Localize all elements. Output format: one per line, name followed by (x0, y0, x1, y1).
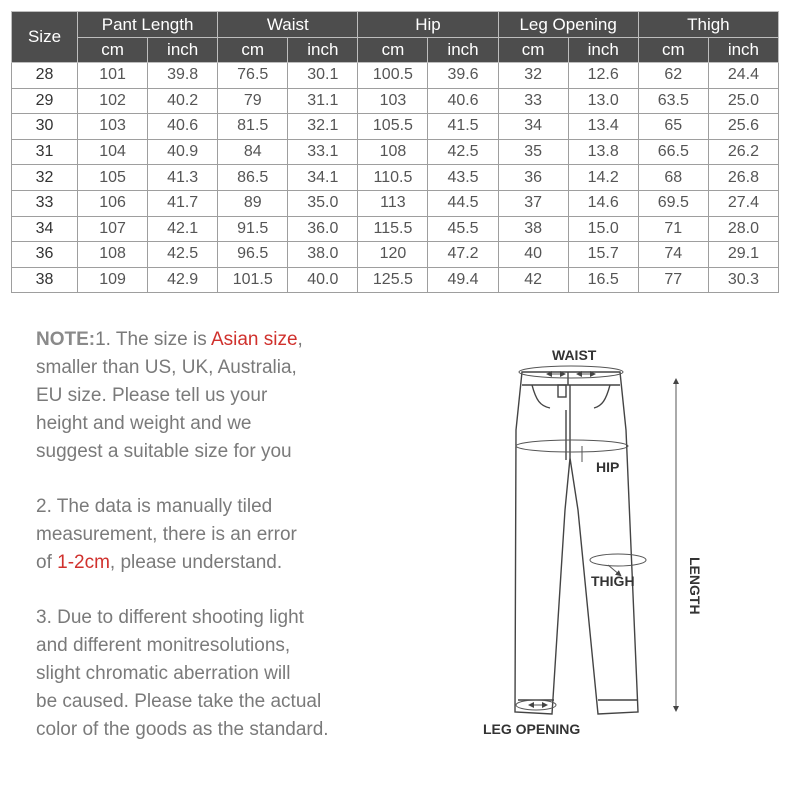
table-cell: 13.4 (568, 114, 638, 140)
table-cell: 74 (638, 242, 708, 268)
table-cell: 41.7 (148, 190, 218, 216)
unit-header: cm (358, 38, 428, 63)
size-cell: 31 (12, 139, 78, 165)
table-cell: 41.3 (148, 165, 218, 191)
table-cell: 27.4 (708, 190, 778, 216)
table-cell: 26.8 (708, 165, 778, 191)
note-2-text-cont: , please understand. (109, 552, 283, 573)
table-cell: 120 (358, 242, 428, 268)
note-3: 3. Due to different shooting light and different monitresolutions, slight chromatic aberration will be caused. Please take the actual color of the goods as the standard. (36, 607, 329, 740)
size-chart-table (11, 11, 779, 293)
table-row (12, 88, 779, 114)
table-cell: 108 (78, 242, 148, 268)
table-cell: 40.6 (428, 88, 498, 114)
leg-opening-label: LEG OPENING (483, 721, 581, 737)
table-row (12, 267, 779, 293)
column-group-header: Waist (218, 12, 358, 38)
notes-section (36, 326, 476, 771)
table-cell: 14.2 (568, 165, 638, 191)
table-cell: 30.1 (288, 63, 358, 89)
table-cell: 40.2 (148, 88, 218, 114)
table-cell: 15.0 (568, 216, 638, 242)
table-cell: 32.1 (288, 114, 358, 140)
table-cell: 76.5 (218, 63, 288, 89)
pants-outline (515, 372, 638, 714)
unit-header: inch (708, 38, 778, 63)
thigh-label: THIGH (591, 573, 635, 589)
table-cell: 107 (78, 216, 148, 242)
table-cell: 38.0 (288, 242, 358, 268)
table-cell: 14.6 (568, 190, 638, 216)
table-cell: 40.0 (288, 267, 358, 293)
table-row (12, 216, 779, 242)
table-cell: 33 (498, 88, 568, 114)
table-cell: 40 (498, 242, 568, 268)
table-cell: 108 (358, 139, 428, 165)
table-cell: 42.9 (148, 267, 218, 293)
note-2-text: 2. The data is manually tiled measurement, there is an error of (36, 496, 297, 573)
table-cell: 34 (498, 114, 568, 140)
column-group-header: Pant Length (78, 12, 218, 38)
size-header: Size (12, 12, 78, 63)
table-cell: 110.5 (358, 165, 428, 191)
table-cell: 42.5 (428, 139, 498, 165)
table-cell: 31.1 (288, 88, 358, 114)
table-cell: 39.6 (428, 63, 498, 89)
error-range-highlight: 1-2cm (57, 552, 110, 573)
table-cell: 96.5 (218, 242, 288, 268)
size-cell: 34 (12, 216, 78, 242)
table-row (12, 114, 779, 140)
table-cell: 33.1 (288, 139, 358, 165)
table-cell: 105 (78, 165, 148, 191)
table-row (12, 139, 779, 165)
table-cell: 65 (638, 114, 708, 140)
unit-header: cm (78, 38, 148, 63)
table-cell: 79 (218, 88, 288, 114)
size-cell: 32 (12, 165, 78, 191)
table-header (12, 12, 779, 63)
table-cell: 42.1 (148, 216, 218, 242)
table-cell: 43.5 (428, 165, 498, 191)
table-cell: 106 (78, 190, 148, 216)
table-cell: 101 (78, 63, 148, 89)
column-group-header: Leg Opening (498, 12, 638, 38)
table-cell: 13.8 (568, 139, 638, 165)
note-label: NOTE: (36, 329, 96, 350)
pants-measurement-diagram (470, 340, 770, 750)
size-cell: 28 (12, 63, 78, 89)
table-cell: 41.5 (428, 114, 498, 140)
table-cell: 63.5 (638, 88, 708, 114)
table-cell: 39.8 (148, 63, 218, 89)
size-cell: 36 (12, 242, 78, 268)
table-row (12, 190, 779, 216)
table-cell: 34.1 (288, 165, 358, 191)
table-cell: 26.2 (708, 139, 778, 165)
table-cell: 42.5 (148, 242, 218, 268)
unit-header: cm (638, 38, 708, 63)
table-cell: 102 (78, 88, 148, 114)
table-cell: 13.0 (568, 88, 638, 114)
table-cell: 109 (78, 267, 148, 293)
unit-header: inch (148, 38, 218, 63)
table-cell: 69.5 (638, 190, 708, 216)
table-cell: 40.9 (148, 139, 218, 165)
table-cell: 37 (498, 190, 568, 216)
table-cell: 104 (78, 139, 148, 165)
table-cell: 105.5 (358, 114, 428, 140)
asian-size-highlight: Asian size (210, 329, 298, 350)
table-cell: 49.4 (428, 267, 498, 293)
hip-label: HIP (596, 459, 620, 475)
table-cell: 100.5 (358, 63, 428, 89)
table-cell: 30.3 (708, 267, 778, 293)
table-cell: 35 (498, 139, 568, 165)
table-cell: 62 (638, 63, 708, 89)
table-cell: 12.6 (568, 63, 638, 89)
table-cell: 84 (218, 139, 288, 165)
table-cell: 35.0 (288, 190, 358, 216)
size-cell: 29 (12, 88, 78, 114)
table-cell: 66.5 (638, 139, 708, 165)
size-cell: 30 (12, 114, 78, 140)
table-row (12, 63, 779, 89)
column-group-header: Hip (358, 12, 498, 38)
note-2 (36, 493, 476, 577)
table-cell: 86.5 (218, 165, 288, 191)
table-cell: 25.6 (708, 114, 778, 140)
table-cell: 15.7 (568, 242, 638, 268)
table-cell: 115.5 (358, 216, 428, 242)
column-group-header: Thigh (638, 12, 778, 38)
table-cell: 24.4 (708, 63, 778, 89)
unit-header: cm (498, 38, 568, 63)
table-cell: 71 (638, 216, 708, 242)
unit-header: inch (568, 38, 638, 63)
measurement-guides (516, 366, 676, 710)
length-label: LENGTH (687, 557, 703, 615)
table-cell: 25.0 (708, 88, 778, 114)
pants-illustration (470, 340, 770, 750)
table-cell: 36.0 (288, 216, 358, 242)
table-body (12, 63, 779, 293)
unit-header: cm (218, 38, 288, 63)
table-cell: 29.1 (708, 242, 778, 268)
size-cell: 38 (12, 267, 78, 293)
table-cell: 36 (498, 165, 568, 191)
table-row (12, 165, 779, 191)
table-cell: 77 (638, 267, 708, 293)
table-cell: 45.5 (428, 216, 498, 242)
table-cell: 42 (498, 267, 568, 293)
table-cell: 81.5 (218, 114, 288, 140)
table-cell: 103 (358, 88, 428, 114)
waist-label: WAIST (552, 347, 597, 363)
unit-header: inch (428, 38, 498, 63)
unit-header: inch (288, 38, 358, 63)
table-cell: 91.5 (218, 216, 288, 242)
table-cell: 68 (638, 165, 708, 191)
table-cell: 32 (498, 63, 568, 89)
table-cell: 101.5 (218, 267, 288, 293)
table-row (12, 242, 779, 268)
table-cell: 38 (498, 216, 568, 242)
table-cell: 103 (78, 114, 148, 140)
table-cell: 113 (358, 190, 428, 216)
table-cell: 125.5 (358, 267, 428, 293)
table-cell: 16.5 (568, 267, 638, 293)
table-cell: 44.5 (428, 190, 498, 216)
note-1 (36, 326, 476, 466)
note-1-text: 1. The size is (95, 329, 211, 350)
table-cell: 40.6 (148, 114, 218, 140)
table-cell: 47.2 (428, 242, 498, 268)
table-cell: 89 (218, 190, 288, 216)
note-1-text-cont: , smaller than US, UK, Australia, EU size. Please tell us your height and weight and we suggest a suitable size for you (36, 329, 303, 462)
table-cell: 28.0 (708, 216, 778, 242)
size-cell: 33 (12, 190, 78, 216)
